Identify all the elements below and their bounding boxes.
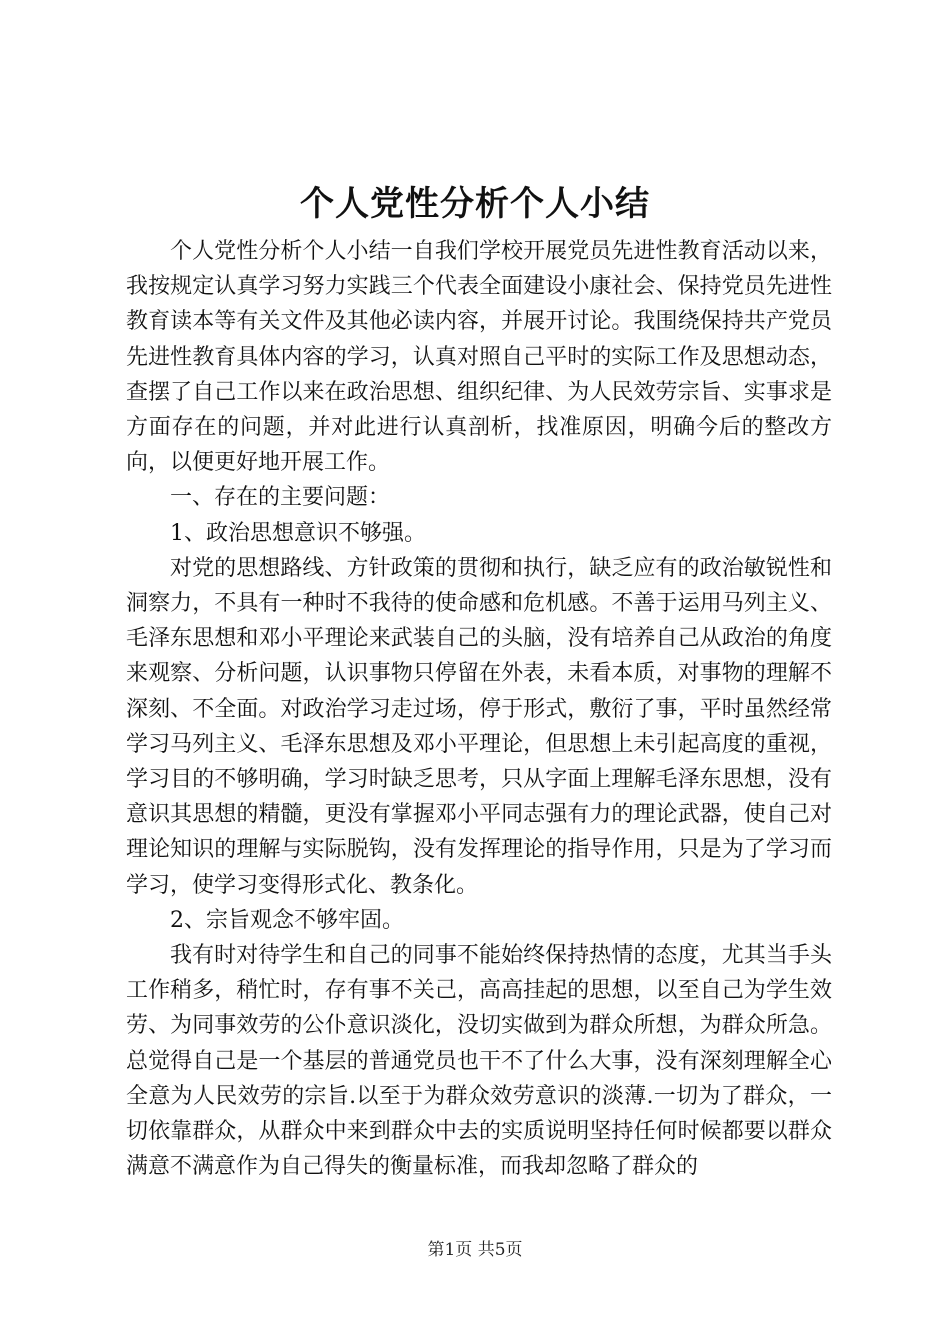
- intro-paragraph: 个人党性分析个人小结一自我们学校开展党员先进性教育活动以来，我按规定认真学习努力实践三个代表全面建设小康社会、保持党员先进性教育读本等有关文件及其他必读内容，并展开讨论。我围绕保持共产党员先进性教育具体内容的学习，认真对照自己平时的实际工作及思想动态，查摆了自己工作以来在政治思想、组织纪律、为人民效劳宗旨、实事求是方面存在的问题，并对此进行认真剖析，找准原因，明确今后的整改方向，以便更好地开展工作。: [126, 239, 832, 476]
- section-heading-main-problems: 一、存在的主要问题：: [170, 485, 391, 511]
- subheading-service-purpose: 2、宗旨观念不够牢固。: [170, 907, 404, 933]
- document-body: [126, 234, 832, 1184]
- document-title: 个人党性分析个人小结: [300, 184, 650, 224]
- subheading-political-awareness: 1、政治思想意识不够强。: [170, 520, 426, 546]
- page-footer: 第1页 共5页: [427, 1240, 523, 1260]
- paragraph-service-purpose: 我有时对待学生和自己的同事不能始终保持热情的态度，尤其当手头工作稍多，稍忙时，存有事不关己，高高挂起的思想，以至自己为学生效劳、为同事效劳的公仆意识淡化，没切实做到为群众所想，为群众所急。总觉得自己是一个基层的普通党员也干不了什么大事，没有深刻理解全心全意为人民效劳的宗旨.以至于为群众效劳意识的淡薄.一切为了群众，一切依靠群众，从群众中来到群众中去的实质说明坚持任何时候都要以群众满意不满意作为自己得失的衡量标准，而我却忽略了群众的: [126, 943, 832, 1180]
- paragraph-political-awareness: 对党的思想路线、方针政策的贯彻和执行，缺乏应有的政治敏锐性和洞察力，不具有一种时不我待的使命感和危机感。不善于运用马列主义、毛泽东思想和邓小平理论来武装自己的头脑，没有培养自己从政治的角度来观察、分析问题，认识事物只停留在外表，未看本质，对事物的理解不深刻、不全面。对政治学习走过场，停于形式，敷衍了事，平时虽然经常学习马列主义、毛泽东思想及邓小平理论，但思想上未引起高度的重视，学习目的不够明确，学习时缺乏思考，只从字面上理解毛泽东思想，没有意识其思想的精髓，更没有掌握邓小平同志强有力的理论武器，使自己对理论知识的理解与实际脱钩，没有发挥理论的指导作用，只是为了学习而学习，使学习变得形式化、教条化。: [126, 555, 832, 898]
